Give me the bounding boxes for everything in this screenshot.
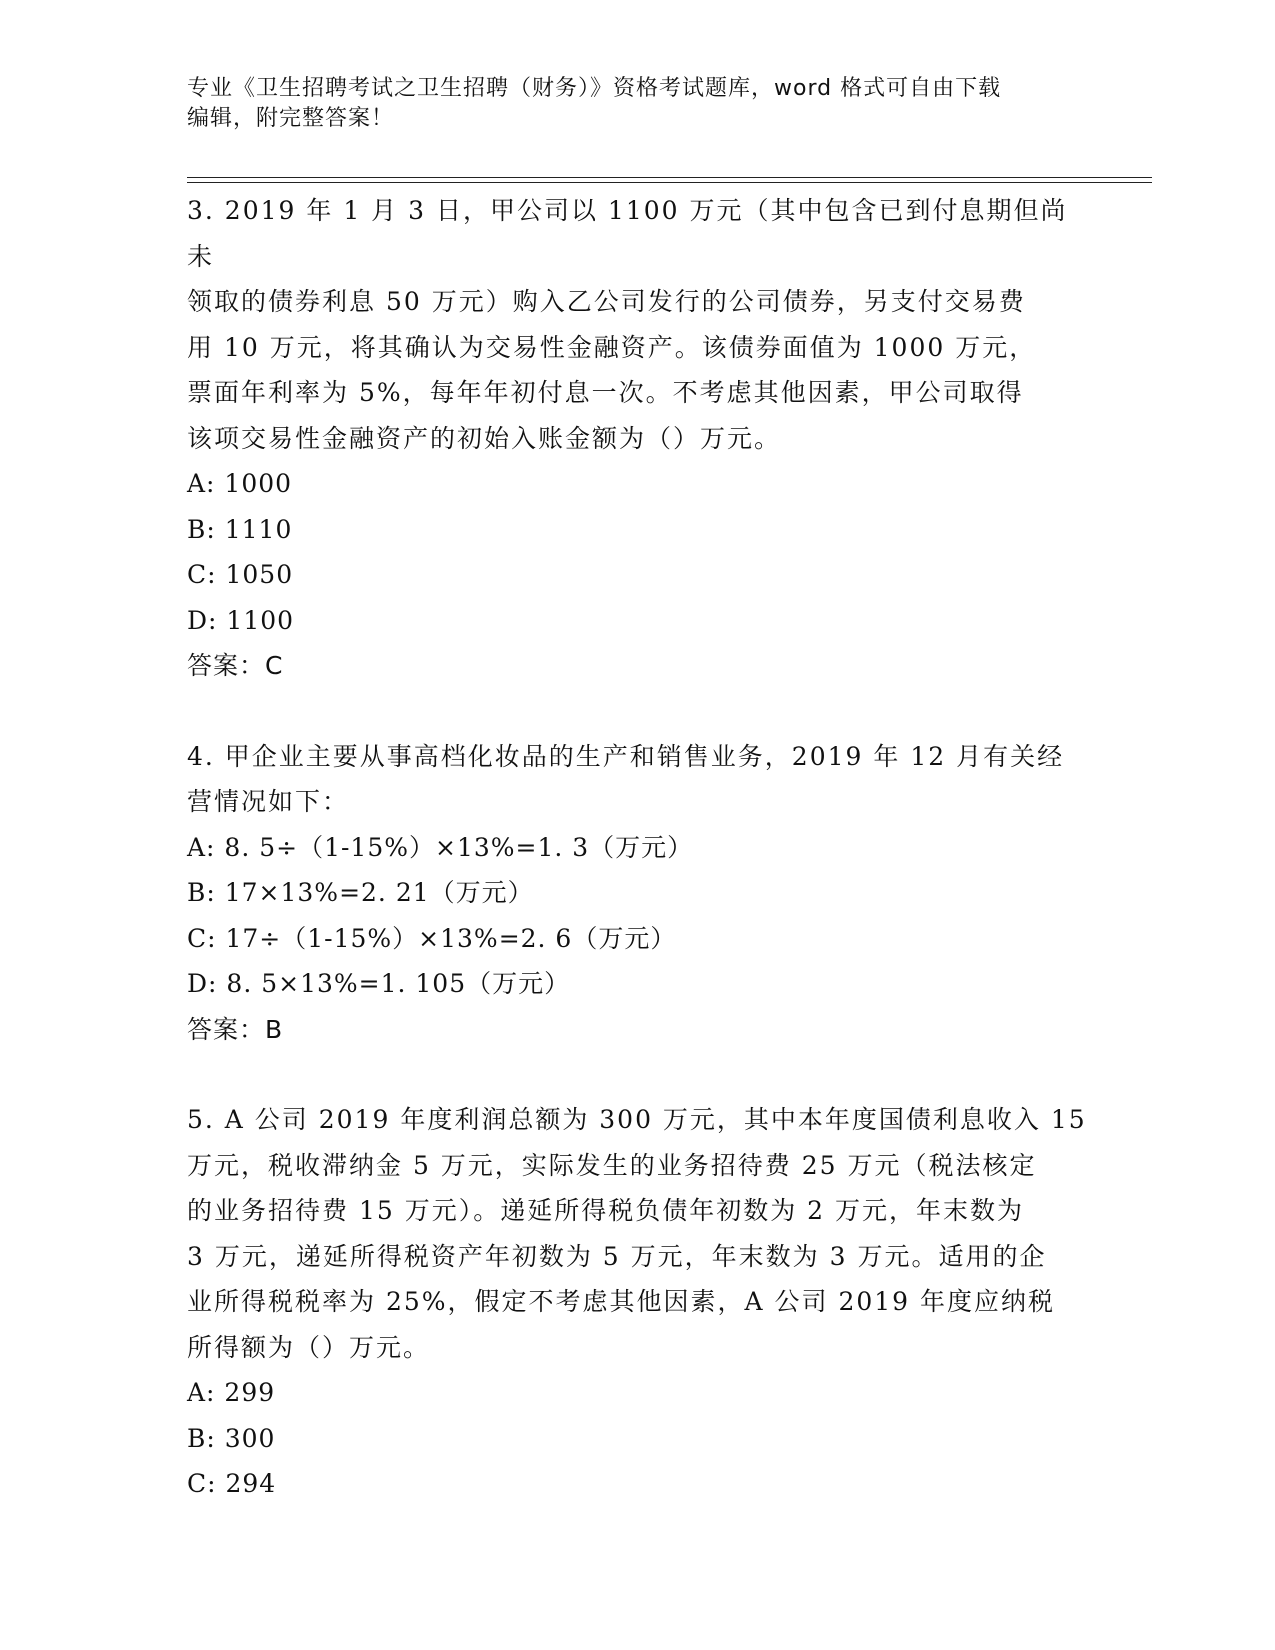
question-list <box>187 188 1087 1507</box>
option-c: C: 17÷（1-15%）×13%=2. 6（万元） <box>187 923 677 953</box>
question-text <box>187 734 1087 825</box>
answer-label: 答案：B <box>187 1014 284 1044</box>
question-text-line: 5. A 公司 2019 年度利润总额为 300 万元，其中本年度国债利息收入 15 <box>187 1105 1087 1134</box>
question-text-line: 领取的债券利息 50 万元）购入乙公司发行的公司债券，另支付交易费 <box>187 287 1026 316</box>
option-b: B: 1110 <box>187 514 293 544</box>
option-a: A: 8. 5÷（1-15%）×13%=1. 3（万元） <box>187 832 694 862</box>
document-header <box>187 74 1067 134</box>
option-a: A: 299 <box>187 1378 276 1407</box>
question-text-line: 4. 甲企业主要从事高档化妆品的生产和销售业务，2019 年 12 月有关经 <box>187 741 1065 771</box>
option-a: A: 1000 <box>187 469 293 498</box>
option-b: B: 300 <box>187 1423 276 1453</box>
question-text-line: 万元，税收滞纳金 5 万元，实际发生的业务招待费 25 万元（税法核定 <box>187 1150 1037 1180</box>
question-text <box>187 1097 1087 1370</box>
question-text-line: 票面年利率为 5%，每年年初付息一次。不考虑其他因素，甲公司取得 <box>187 378 1024 407</box>
option-c: C: 294 <box>187 1469 277 1498</box>
question-text-line: 3 万元，递延所得税资产年初数为 5 万元，年末数为 3 万元。适用的企 <box>187 1241 1047 1271</box>
option-d: D: 8. 5×13%=1. 105（万元） <box>187 969 571 998</box>
question-3 <box>187 188 1087 689</box>
header-line-2: 编辑，附完整答案！ <box>187 106 395 131</box>
question-text <box>187 188 1087 461</box>
question-text-line: 3. 2019 年 1 月 3 日，甲公司以 1100 万元（其中包含已到付息期但尚未 <box>187 196 1068 271</box>
option-b: B: 17×13%=2. 21（万元） <box>187 878 534 907</box>
question-4 <box>187 734 1087 1053</box>
question-text-line: 的业务招待费 15 万元）。递延所得税负债年初数为 2 万元，年末数为 <box>187 1196 1025 1225</box>
question-5 <box>187 1097 1087 1507</box>
question-text-line: 所得额为（）万元。 <box>187 1332 431 1362</box>
option-d: D: 1100 <box>187 605 295 635</box>
question-spacer <box>187 1052 1087 1097</box>
header-divider-top <box>187 177 1152 178</box>
answer-label: 答案：C <box>187 651 284 680</box>
question-text-line: 业所得税税率为 25%，假定不考虑其他因素，A 公司 2019 年度应纳税 <box>187 1287 1056 1316</box>
question-text-line: 用 10 万元，将其确认为交易性金融资产。该债券面值为 1000 万元， <box>187 332 1037 362</box>
question-text-line: 营情况如下： <box>187 787 350 816</box>
header-divider-bottom <box>187 182 1152 183</box>
option-c: C: 1050 <box>187 560 294 589</box>
question-spacer <box>187 689 1087 734</box>
question-text-line: 该项交易性金融资产的初始入账金额为（）万元。 <box>187 423 782 453</box>
header-line-1: 专业《卫生招聘考试之卫生招聘（财务）》资格考试题库，word 格式可自由下载 <box>187 76 1002 101</box>
